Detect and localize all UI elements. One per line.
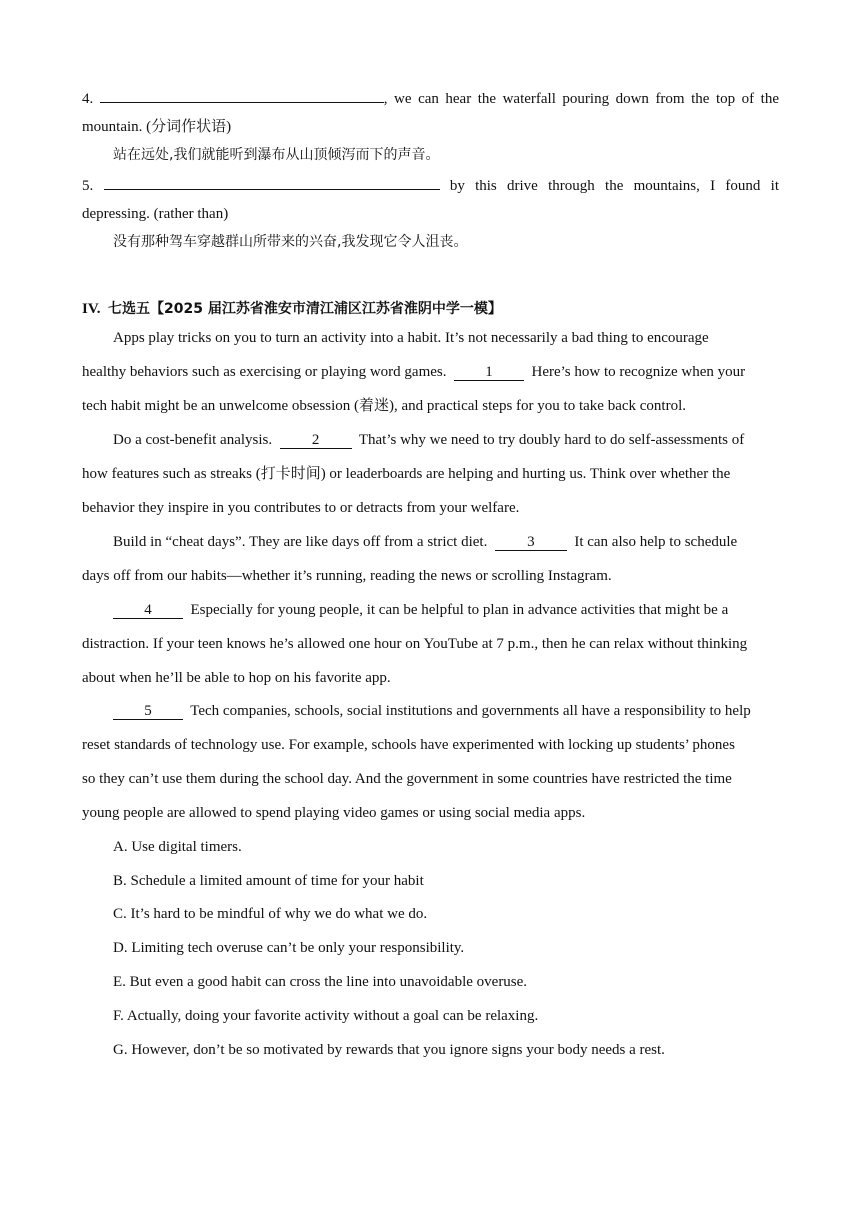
paragraph-1-line-2 [82,362,745,382]
option-e: E. But even a good habit can cross the line into unavoidable overuse. [113,974,528,990]
section-title: 七选五【2025 届江苏省淮安市清江浦区江苏省淮阴中学一模】 [108,301,502,317]
option-g: G. However, don’t be so motivated by rewards that you ignore signs your body needs a rest. [113,1042,665,1058]
blank-5[interactable]: 5 [113,703,183,720]
paragraph-5-line-2: reset standards of technology use. For example, schools have experimented with locking up students’ phones [82,737,735,753]
paragraph-5-text-b: Tech companies, schools, social institutions and governments all have a responsibility to help [190,703,751,719]
question-4-number: 4. [82,91,94,107]
paragraph-1-text-a: healthy behaviors such as exercising or playing word games. [82,364,447,380]
paragraph-1-text-b: Here’s how to recognize when your [531,364,746,380]
question-5-chinese: 没有那种驾车穿越群山所带来的兴奋,我发现它令人沮丧。 [113,234,468,250]
paragraph-2-line-3: behavior they inspire in you contributes to or detracts from your welfare. [82,500,520,516]
paragraph-1-line-1: Apps play tricks on you to turn an activity into a habit. It’s not necessarily a bad thing to encourage [113,330,709,346]
option-b: B. Schedule a limited amount of time for your habit [113,873,424,889]
paragraph-4-line-2: distraction. If your teen knows he’s allowed one hour on YouTube at 7 p.m., then he can relax without thinking [82,636,748,652]
paragraph-5-line-4: young people are allowed to spend playing video games or using social media apps. [82,805,586,821]
paragraph-4-line-1 [113,600,728,620]
blank-3[interactable]: 3 [495,534,567,551]
question-5-continuation: depressing. (rather than) [82,206,229,222]
question-5-number: 5. [82,178,94,194]
option-d: D. Limiting tech overuse can’t be only your responsibility. [113,940,465,956]
option-f: F. Actually, doing your favorite activity without a goal can be relaxing. [113,1008,539,1024]
blank-1[interactable]: 1 [454,364,524,381]
question-4-answer-blank[interactable] [100,88,384,103]
paragraph-5-line-3: so they can’t use them during the school day. And the government in some countries have restricted the time [82,771,732,787]
blank-4[interactable]: 4 [113,602,183,619]
question-5-text: by this drive through the mountains, I found it [449,178,780,194]
paragraph-2-line-2: how features such as streaks (打卡时间) or leaderboards are helping and hurting us. Think over whether the [82,466,731,482]
paragraph-3-text-a: Build in “cheat days”. They are like days off from a strict diet. [113,534,488,550]
paragraph-5-line-1 [113,701,751,721]
paragraph-2-line-1 [113,430,744,450]
paragraph-4-text-b: Especially for young people, it can be helpful to plan in advance activities that might be a [190,602,729,618]
paragraph-4-line-3: about when he’ll be able to hop on his favorite app. [82,670,391,686]
paragraph-3-text-b: It can also help to schedule [574,534,738,550]
question-5-answer-blank[interactable] [104,175,440,190]
option-a: A. Use digital timers. [113,839,242,855]
question-5-line [82,175,779,196]
paragraph-2-text-b: That’s why we need to try doubly hard to do self-assessments of [358,432,745,448]
option-c: C. It’s hard to be mindful of why we do what we do. [113,906,428,922]
paragraph-3-line-1 [113,532,737,552]
question-4-text: , we can hear the waterfall pouring down from the top of the [383,91,779,107]
blank-2[interactable]: 2 [280,432,352,449]
section-heading [82,299,502,319]
paragraph-2-text-a: Do a cost-benefit analysis. [113,432,273,448]
paragraph-3-line-2: days off from our habits—whether it’s running, reading the news or scrolling Instagram. [82,568,612,584]
question-4-chinese: 站在远处,我们就能听到瀑布从山顶倾泻而下的声音。 [113,147,440,163]
section-roman-numeral: IV. [82,301,101,317]
paragraph-1-line-3: tech habit might be an unwelcome obsession (着迷), and practical steps for you to take back control. [82,398,686,414]
question-4-line [82,88,779,109]
question-4-continuation: mountain. (分词作状语) [82,119,232,135]
